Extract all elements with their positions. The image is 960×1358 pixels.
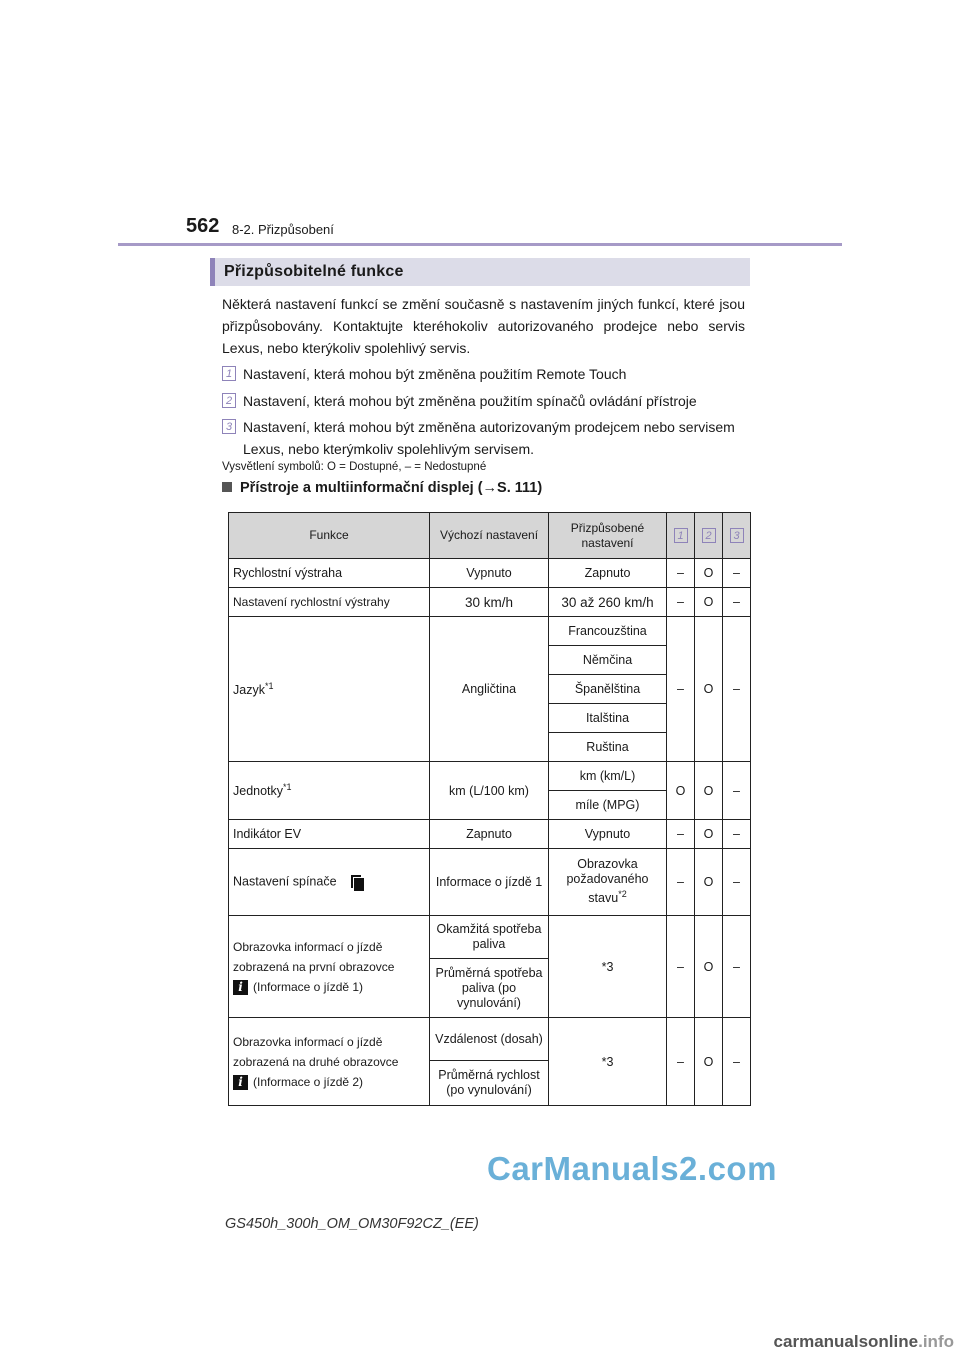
watermark: CarManuals2.com bbox=[487, 1150, 777, 1187]
list-item-text: Nastavení, která mohou být změněna použitím Remote Touch bbox=[243, 366, 627, 382]
header-rule bbox=[118, 243, 842, 246]
cell-default: Vypnuto bbox=[430, 559, 549, 588]
function-line: zobrazená na druhé obrazovce bbox=[233, 1054, 399, 1069]
header-num-3 bbox=[723, 513, 751, 559]
footnote-ref: *2 bbox=[618, 889, 627, 900]
cell-custom: Zapnuto bbox=[549, 559, 667, 588]
cell-default: Zapnuto bbox=[430, 820, 549, 849]
cell-mark: O bbox=[695, 820, 723, 849]
cell-custom: 30 až 260 km/h bbox=[549, 588, 667, 617]
cell-mark: O bbox=[695, 762, 723, 820]
subheading-text: Přístroje a multiinformační displej (→S. 111) bbox=[240, 480, 543, 496]
function-label: Jazyk bbox=[233, 683, 265, 698]
number-badge: 1 bbox=[674, 528, 688, 543]
list-item bbox=[222, 390, 745, 412]
cell-mark: – bbox=[723, 849, 751, 916]
cell-function bbox=[229, 849, 430, 916]
cell-custom: *3 bbox=[549, 916, 667, 1018]
cell-option: Španělština bbox=[549, 675, 667, 704]
cell-mark: – bbox=[667, 617, 695, 762]
cell-custom: *3 bbox=[549, 1018, 667, 1106]
site-watermark bbox=[774, 1332, 954, 1352]
table-row bbox=[229, 849, 751, 916]
cell-mark: O bbox=[695, 916, 723, 1018]
cell-default: Angličtina bbox=[430, 617, 549, 762]
cell-mark: – bbox=[723, 820, 751, 849]
title-bar bbox=[210, 258, 750, 286]
function-line: Obrazovka informací o jízdě bbox=[233, 939, 383, 954]
cell-mark: O bbox=[695, 559, 723, 588]
cell-function bbox=[229, 916, 430, 1018]
cell-function: Nastavení rychlostní výstrahy bbox=[229, 588, 430, 617]
display-screens-icon bbox=[350, 874, 364, 890]
function-line: (Informace o jízdě 2) bbox=[253, 1074, 364, 1089]
cell-option: míle (MPG) bbox=[549, 791, 667, 820]
cell-option: Průměrná rychlost (po vynulování) bbox=[430, 1061, 549, 1106]
info-icon: i bbox=[233, 980, 248, 995]
list-item bbox=[222, 416, 745, 460]
table-row bbox=[229, 916, 751, 959]
section-title: 8-2. Přizpůsobení bbox=[232, 222, 334, 237]
symbol-legend: Vysvětlení symbolů: O = Dostupné, – = Nedostupné bbox=[222, 461, 487, 473]
page-number: 562 bbox=[186, 215, 220, 237]
cell-mark: – bbox=[723, 559, 751, 588]
cell-mark: – bbox=[667, 820, 695, 849]
cell-option: Italština bbox=[549, 704, 667, 733]
number-badge: 2 bbox=[702, 528, 716, 543]
cell-default: km (L/100 km) bbox=[430, 762, 549, 820]
footer-code: GS450h_300h_OM_OM30F92CZ_(EE) bbox=[225, 1216, 479, 1232]
header-function: Funkce bbox=[229, 513, 430, 559]
list-item-text: Nastavení, která mohou být změněna použitím spínačů ovládání přístroje bbox=[243, 393, 697, 409]
cell-mark: O bbox=[695, 849, 723, 916]
cell-mark: – bbox=[667, 588, 695, 617]
header-num-1 bbox=[667, 513, 695, 559]
intro-paragraph: Některá nastavení funkcí se změní současně s nastavením jiných funkcí, které jsou přizpůsobovány. Kontaktujte kteréhokoliv autorizovaného prodejce nebo servis Lexus, nebo kterýkoliv spolehlivý servis. bbox=[222, 296, 745, 356]
custom-text: Obrazovka požadovaného stavu bbox=[566, 857, 649, 906]
cell-function bbox=[229, 762, 430, 820]
cell-mark: – bbox=[667, 1018, 695, 1106]
list-item bbox=[222, 363, 745, 385]
cell-option: Francouzština bbox=[549, 617, 667, 646]
cell-mark: – bbox=[667, 916, 695, 1018]
number-badge: 3 bbox=[730, 528, 744, 543]
cell-function bbox=[229, 1018, 430, 1106]
number-badge: 1 bbox=[222, 366, 236, 381]
table-row bbox=[229, 617, 751, 646]
cell-default: 30 km/h bbox=[430, 588, 549, 617]
cell-mark: O bbox=[695, 588, 723, 617]
number-badge: 2 bbox=[222, 393, 236, 408]
function-line: Obrazovka informací o jízdě bbox=[233, 1034, 383, 1049]
cell-option: Vzdálenost (dosah) bbox=[430, 1018, 549, 1061]
cell-mark: – bbox=[723, 588, 751, 617]
table-row bbox=[229, 820, 751, 849]
page-title: Přizpůsobitelné funkce bbox=[224, 263, 404, 280]
cell-default: Informace o jízdě 1 bbox=[430, 849, 549, 916]
table-row bbox=[229, 588, 751, 617]
site-name: carmanualsonline bbox=[773, 1332, 919, 1351]
cell-option: km (km/L) bbox=[549, 762, 667, 791]
cell-function: Rychlostní výstraha bbox=[229, 559, 430, 588]
table-row bbox=[229, 1018, 751, 1061]
cell-option: Ruština bbox=[549, 733, 667, 762]
cell-mark: O bbox=[695, 617, 723, 762]
cell-mark: – bbox=[667, 559, 695, 588]
function-line: (Informace o jízdě 1) bbox=[253, 979, 364, 994]
table-row bbox=[229, 559, 751, 588]
cell-custom: Vypnuto bbox=[549, 820, 667, 849]
header-default: Výchozí nastavení bbox=[430, 513, 549, 559]
header-custom: Přizpůsobené nastavení bbox=[549, 513, 667, 559]
cell-mark: – bbox=[723, 916, 751, 1018]
cell-mark: – bbox=[723, 1018, 751, 1106]
cell-custom bbox=[549, 849, 667, 916]
site-tld: .info bbox=[918, 1332, 954, 1351]
number-badge: 3 bbox=[222, 419, 236, 434]
footnote-ref: *1 bbox=[283, 782, 292, 793]
cell-option: Němčina bbox=[549, 646, 667, 675]
square-bullet-icon bbox=[222, 482, 232, 492]
cell-mark: O bbox=[695, 1018, 723, 1106]
header-num-2 bbox=[695, 513, 723, 559]
footnote-ref: *1 bbox=[264, 680, 274, 691]
function-line: zobrazená na první obrazovce bbox=[233, 959, 395, 974]
cell-mark: – bbox=[667, 849, 695, 916]
function-label: Nastavení spínače bbox=[233, 874, 337, 889]
list-item-text: Nastavení, která mohou být změněna autorizovaným prodejcem nebo servisem Lexus, nebo kterýmkoliv spolehlivým servisem. bbox=[243, 419, 735, 457]
cell-function bbox=[229, 617, 430, 762]
cell-mark: – bbox=[723, 762, 751, 820]
function-label: Jednotky bbox=[233, 784, 284, 799]
cell-mark: O bbox=[667, 762, 695, 820]
table-row bbox=[229, 762, 751, 791]
cell-function: Indikátor EV bbox=[229, 820, 430, 849]
info-icon: i bbox=[233, 1075, 248, 1090]
settings-table bbox=[228, 512, 751, 1106]
cell-mark: – bbox=[723, 617, 751, 762]
cell-option: Okamžitá spotřeba paliva bbox=[430, 916, 549, 959]
cell-option: Průměrná spotřeba paliva (po vynulování) bbox=[430, 959, 549, 1018]
subheading bbox=[222, 480, 542, 496]
